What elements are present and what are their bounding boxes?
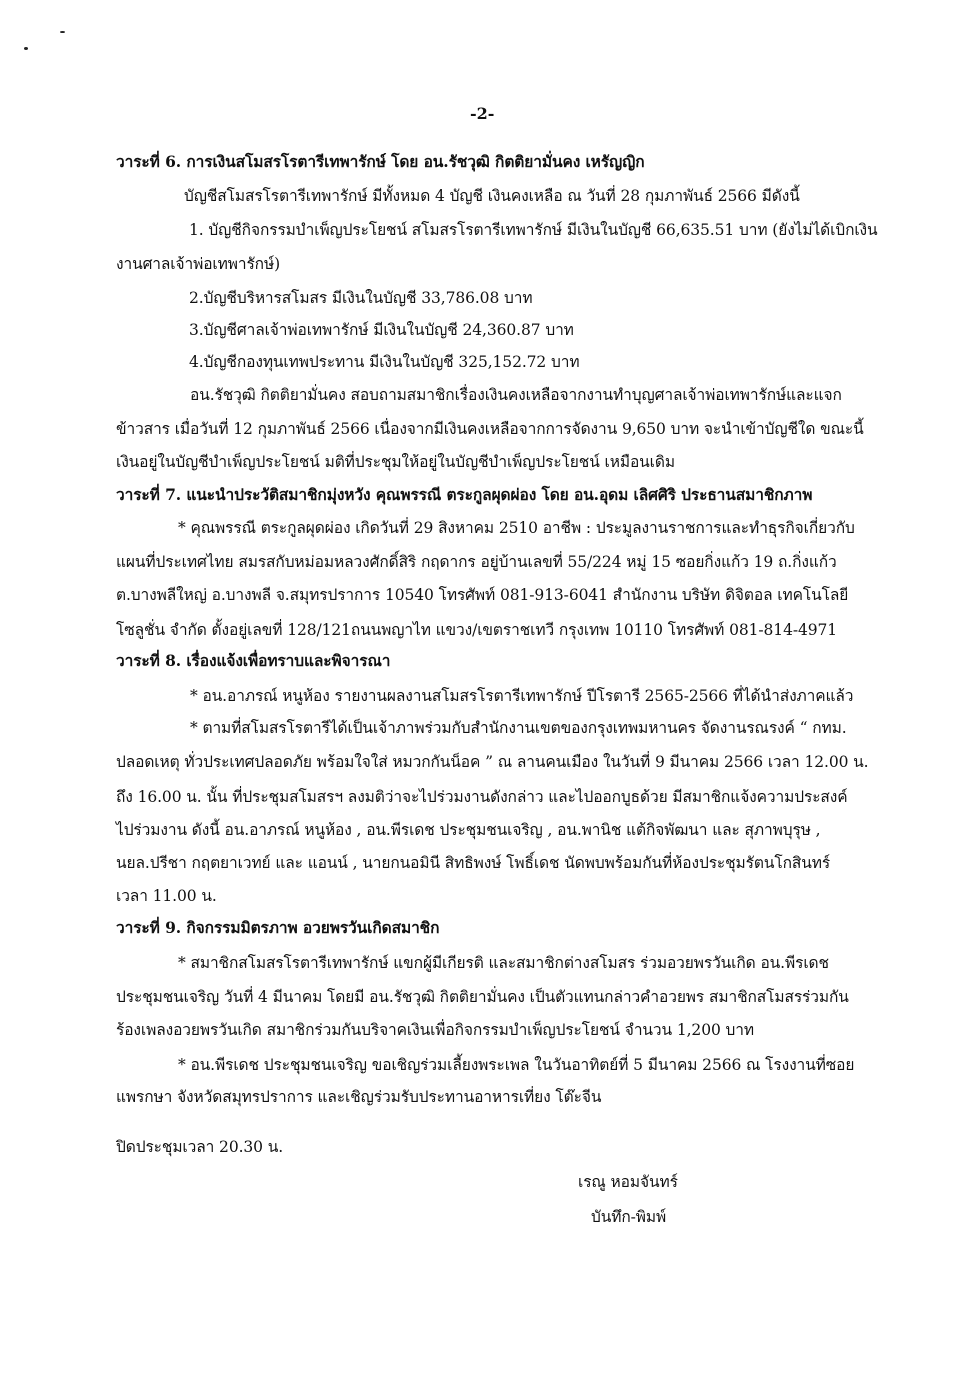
account-4: 4.บัญชีกองทุนเทพประทาน มีเงินในบัญชี 325,152.72 บาท xyxy=(189,353,580,371)
agenda-6-heading: วาระที่ 6. การเงินสโมสรโรตารีเทพารักษ์ โดย อน.รัชวุฒิ กิตติยามั่นคง เหรัญญิก xyxy=(116,152,645,171)
agenda-6-paragraph-line-3: เงินอยู่ในบัญชีบำเพ็ญประโยชน์ มติที่ประชุมให้อยู่ในบัญชีบำเพ็ญประโยชน์ เหมือนเดิม xyxy=(116,453,675,471)
agenda-7-line-4: โซลูชั่น จำกัด ตั้งอยู่เลขที่ 128/121ถนนพญาไท แขวง/เขตราชเทวี กรุงเทพ 10110 โทรศัพท์ 081-814-4971 xyxy=(116,621,838,639)
agenda-8-item-2-line-2: ปลอดเหตุ ทั่วประเทศปลอดภัย พร้อมใจใส่ หมวกกันน็อค ” ณ ลานคนเมือง ในวันที่ 9 มีนาคม 2566 เวลา 12.00 น. xyxy=(116,753,869,771)
recorder-role: บันทึก-พิมพ์ xyxy=(591,1208,667,1226)
agenda-7-line-1: * คุณพรรณี ตระกูลผุดผ่อง เกิดวันที่ 29 สิงหาคม 2510 อาชีพ : ประมูลงานราชการและทำธุรกิจเกี่ยวกับ xyxy=(178,519,855,537)
agenda-6-paragraph-line-1: อน.รัชวุฒิ กิตติยามั่นคง สอบถามสมาชิกเรื่องเงินคงเหลือจากงานทำบุญศาลเจ้าพ่อเทพารักษ์และแจก xyxy=(190,386,842,404)
recorder-name: เรณู หอมจันทร์ xyxy=(578,1173,678,1191)
agenda-7-heading: วาระที่ 7. แนะนำประวัติสมาชิกมุ่งหวัง คุณพรรณี ตระกูลผุดผ่อง โดย อน.อุดม เลิศศิริ ประธานสมาชิกภาพ xyxy=(116,485,813,504)
scan-speck xyxy=(24,47,28,50)
page-number: -2- xyxy=(470,104,495,123)
agenda-6-intro: บัญชีสโมสรโรตารีเทพารักษ์ มีทั้งหมด 4 บัญชี เงินคงเหลือ ณ วันที่ 28 กุมภาพันธ์ 2566 มีดังนี้ xyxy=(184,187,800,205)
account-3: 3.บัญชีศาลเจ้าพ่อเทพารักษ์ มีเงินในบัญชี 24,360.87 บาท xyxy=(189,321,574,339)
closing-time: ปิดประชุมเวลา 20.30 น. xyxy=(116,1138,284,1156)
agenda-7-line-2: แผนที่ประเทศไทย สมรสกับหม่อมหลวงศักดิ์สิริ กฤดากร อยู่บ้านเลขที่ 55/224 หมู่ 15 ซอยกิ่งแก้ว 19 ถ.กิ่งแก้ว xyxy=(116,553,837,571)
agenda-9-item-1-line-1: * สมาชิกสโมสรโรตารีเทพารักษ์ แขกผู้มีเกียรติ และสมาชิกต่างสโมสร ร่วมอวยพรวันเกิด อน.พีรเดช xyxy=(178,954,829,972)
agenda-8-item-2-line-3: ถึง 16.00 น. นั้น ที่ประชุมสโมสรฯ ลงมติว่าจะไปร่วมงานดังกล่าว และไปออกบูธด้วย มีสมาชิกแจ้งความประสงค์ xyxy=(116,788,848,806)
agenda-9-item-2-line-1: * อน.พีรเดช ประชุมชนเจริญ ขอเชิญร่วมเลี้ยงพระเพล ในวันอาทิตย์ที่ 5 มีนาคม 2566 ณ โรงงานที่ซอย xyxy=(178,1056,855,1074)
agenda-8-item-1: * อน.อาภรณ์ หนูห้อง รายงานผลงานสโมสรโรตารีเทพารักษ์ ปีโรตารี 2565-2566 ที่ได้นำส่งภาคแล้ว xyxy=(190,687,854,705)
agenda-9-item-1-line-2: ประชุมชนเจริญ วันที่ 4 มีนาคม โดยมี อน.รัชวุฒิ กิตติยามั่นคง เป็นตัวแทนกล่าวคำอวยพร สมาชิกสโมสรร่วมกัน xyxy=(116,988,849,1006)
scan-speck xyxy=(60,31,65,33)
agenda-9-heading: วาระที่ 9. กิจกรรมมิตรภาพ อวยพรวันเกิดสมาชิก xyxy=(116,918,440,937)
account-1-line-1: 1. บัญชีกิจกรรมบำเพ็ญประโยชน์ สโมสรโรตารีเทพารักษ์ มีเงินในบัญชี 66,635.51 บาท (ยังไม่ได้เบิกเงิน xyxy=(189,221,878,239)
agenda-6-paragraph-line-2: ข้าวสาร เมื่อวันที่ 12 กุมภาพันธ์ 2566 เนื่องจากมีเงินคงเหลือจากการจัดงาน 9,650 บาท จะนำเข้าบัญชีใด ขณะนี้ xyxy=(116,420,864,438)
agenda-8-item-2-line-4: ไปร่วมงาน ดังนี้ อน.อาภรณ์ หนูห้อง , อน.พีรเดช ประชุมชนเจริญ , อน.พานิช แต้กิจพัฒนา และ สุภาพบุรุษ , xyxy=(116,821,821,839)
account-2: 2.บัญชีบริหารสโมสร มีเงินในบัญชี 33,786.08 บาท xyxy=(189,289,533,307)
agenda-9-item-2-line-2: แพรกษา จังหวัดสมุทรปราการ และเชิญร่วมรับประทานอาหารเที่ยง โต๊ะจีน xyxy=(116,1088,602,1106)
agenda-8-item-2-line-5: นยล.ปรีชา กฤตยาเวทย์ และ แอนน์ , นายกนอมินี สิทธิพงษ์ โพธิ์เดช นัดพบพร้อมกันที่ห้องประชุมรัตนโกสินทร์ xyxy=(116,854,831,872)
account-1-line-2: งานศาลเจ้าพ่อเทพารักษ์) xyxy=(116,255,281,273)
agenda-9-item-1-line-3: ร้องเพลงอวยพรวันเกิด สมาชิกร่วมกันบริจาคเงินเพื่อกิจกรรมบำเพ็ญประโยชน์ จำนวน 1,200 บาท xyxy=(116,1021,755,1039)
agenda-8-item-2-line-6: เวลา 11.00 น. xyxy=(116,887,217,905)
agenda-8-item-2-line-1: * ตามที่สโมสรโรตารีได้เป็นเจ้าภาพร่วมกับสำนักงานเขตของกรุงเทพมหานคร จัดงานรณรงค์ “ กทม. xyxy=(190,719,847,737)
agenda-8-heading: วาระที่ 8. เรื่องแจ้งเพื่อทราบและพิจารณา xyxy=(116,651,391,670)
agenda-7-line-3: ต.บางพลีใหญ่ อ.บางพลี จ.สมุทรปราการ 10540 โทรศัพท์ 081-913-6041 สำนักงาน บริษัท ดิจิตอล เทคโนโลยี xyxy=(116,586,849,604)
